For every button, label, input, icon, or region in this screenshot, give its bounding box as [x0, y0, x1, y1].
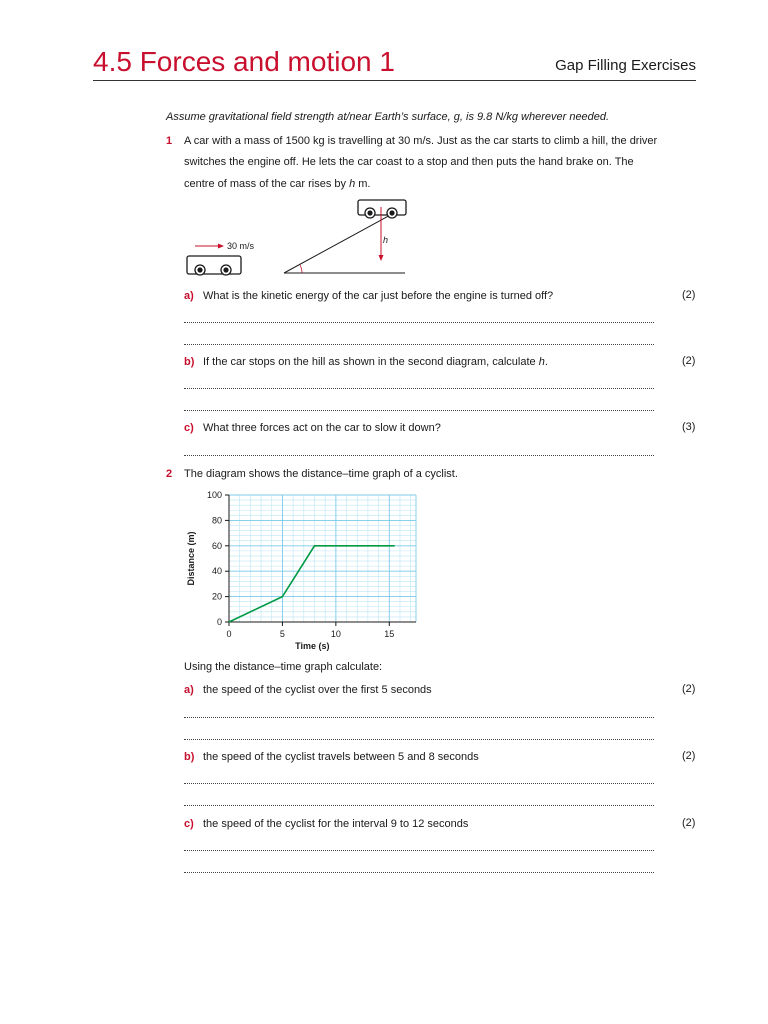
answer-line[interactable]	[184, 322, 654, 323]
q2-part-b-text: the speed of the cyclist travels between 5 and 8 seconds	[203, 751, 479, 763]
q2-part-a-text: the speed of the cyclist over the first 5 seconds	[203, 684, 432, 696]
header-divider	[93, 80, 696, 81]
h-variable: h	[349, 178, 356, 190]
question-2-prompt: Using the distance–time graph calculate:	[184, 661, 383, 673]
question-2-text: The diagram shows the distance–time graph of a cyclist.	[184, 468, 458, 480]
speed-label: 30 m/s	[227, 241, 255, 251]
q2-part-a-marks: (2)	[682, 683, 696, 695]
line-3-end: m.	[355, 178, 371, 190]
series-line-cyclist	[229, 546, 395, 622]
answer-line[interactable]	[184, 850, 654, 851]
y-tick-label: 60	[211, 540, 222, 551]
x-tick-label: 15	[384, 629, 395, 639]
q1-part-a-label: a)	[184, 290, 194, 302]
question-1-line-3	[184, 177, 370, 191]
answer-line[interactable]	[184, 739, 654, 740]
x-tick-label: 5	[279, 629, 285, 639]
page-subtitle: Gap Filling Exercises	[555, 57, 696, 74]
y-axis-label: Distance (m)	[186, 531, 196, 586]
q1-part-b-text	[203, 355, 548, 369]
intro-text: Assume gravitational field strength at/near Earth’s surface, g, is 9.8 N/kg wherever needed.	[166, 111, 610, 123]
answer-line[interactable]	[184, 344, 654, 345]
q1-part-b-text-start: If the car stops on the hill as shown in the second diagram, calculate	[203, 356, 539, 368]
q2-part-c-text: the speed of the cyclist for the interval 9 to 12 seconds	[203, 818, 469, 830]
grid-minor	[229, 495, 416, 622]
x-tick-label: 0	[226, 629, 232, 639]
car-on-flat	[187, 256, 241, 275]
q2-part-b-marks: (2)	[682, 750, 696, 762]
y-tick-label: 20	[211, 591, 222, 602]
answer-line[interactable]	[184, 388, 654, 389]
y-tick-label: 0	[216, 617, 222, 627]
q1-part-c-label: c)	[184, 422, 194, 434]
h-variable: h	[538, 356, 545, 368]
speed-arrow	[195, 244, 224, 249]
answer-line[interactable]	[184, 805, 654, 806]
y-tick-label: 100	[206, 490, 222, 500]
answer-line[interactable]	[184, 872, 654, 873]
q1-part-a-text: What is the kinetic energy of the car just before the engine is turned off?	[203, 290, 554, 302]
line-3-text: centre of mass of the car rises by	[184, 178, 350, 190]
series-group	[229, 546, 395, 622]
grid-major	[229, 495, 416, 622]
q2-part-c-marks: (2)	[682, 817, 696, 829]
q1-part-b-label: b)	[184, 356, 195, 368]
distance-time-graph	[180, 485, 425, 655]
q1-part-c-text: What three forces act on the car to slow it down?	[203, 422, 441, 434]
x-axis-label: Time (s)	[295, 641, 330, 651]
q1-part-b-marks: (2)	[682, 355, 696, 367]
q1-part-a-marks: (2)	[682, 289, 696, 301]
answer-line[interactable]	[184, 717, 654, 718]
car-hill-diagram	[180, 195, 410, 280]
page-title: 4.5 Forces and motion 1	[93, 46, 395, 77]
q2-part-c-label: c)	[184, 818, 194, 830]
height-label: h	[383, 235, 389, 245]
answer-line[interactable]	[184, 410, 654, 411]
question-2-number: 2	[166, 468, 173, 480]
x-tick-label: 10	[330, 629, 341, 639]
question-1-number: 1	[166, 135, 173, 147]
q1-part-b-text-end: .	[544, 356, 548, 368]
q1-part-c-marks: (3)	[682, 421, 696, 433]
question-1-line-2: switches the engine off. He lets the car coast to a stop and then puts the hand brake on. The	[184, 156, 634, 168]
q2-part-b-label: b)	[184, 751, 195, 763]
question-1-line-1: A car with a mass of 1500 kg is travelling at 30 m/s. Just as the car starts to climb a hill, the driver	[184, 135, 658, 147]
car-on-hill	[358, 200, 406, 218]
y-tick-label: 40	[211, 566, 222, 577]
answer-line[interactable]	[184, 783, 654, 784]
answer-line[interactable]	[184, 455, 654, 456]
y-tick-label: 80	[211, 515, 222, 526]
q2-part-a-label: a)	[184, 684, 194, 696]
